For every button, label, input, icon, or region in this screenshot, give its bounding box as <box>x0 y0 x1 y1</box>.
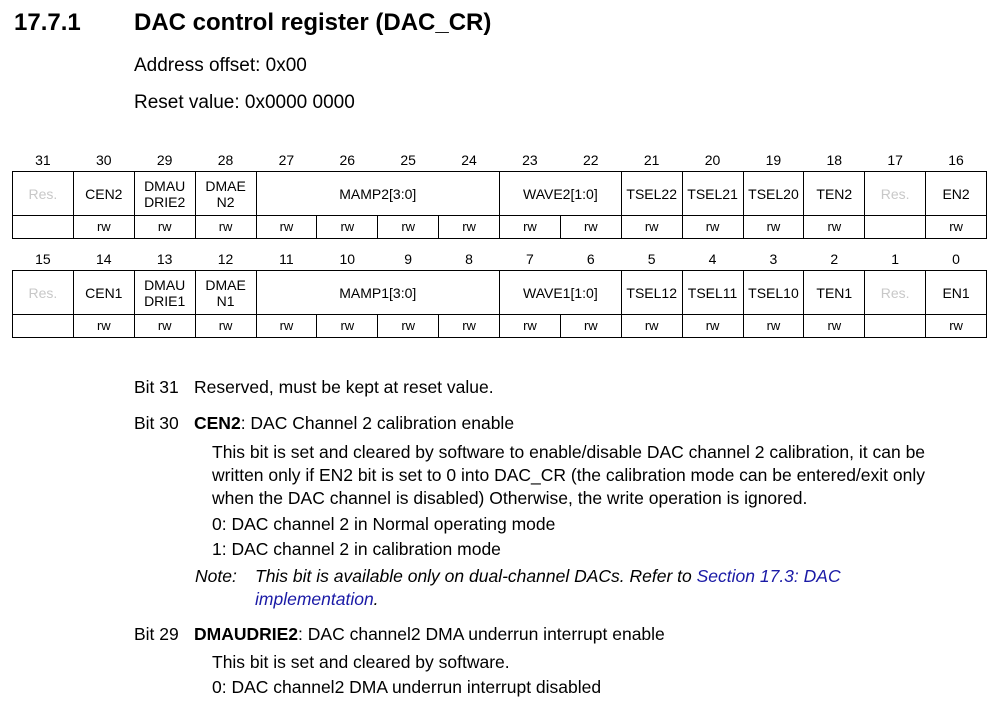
access-type <box>13 315 74 338</box>
register-field: CEN1 <box>73 271 134 315</box>
register-field: TEN1 <box>804 271 865 315</box>
bit30-desc-line: written only if EN2 bit is set to 0 into DAC_CR (the calibration mode can be entered/exit only <box>212 465 925 485</box>
reserved-field: Res. <box>13 172 74 216</box>
reserved-field: Res. <box>865 172 926 216</box>
bit-number: 17 <box>887 151 903 168</box>
access-type: rw <box>134 216 195 239</box>
bit29-desc-line: This bit is set and cleared by software. <box>212 652 510 672</box>
bit-number: 29 <box>156 151 173 168</box>
register-field: TSEL20 <box>743 172 804 216</box>
register-field: DMAE N2 <box>195 172 256 216</box>
access-type: rw <box>804 216 865 239</box>
register-field: MAMP1[3:0] <box>256 271 500 315</box>
register-field: EN1 <box>926 271 987 315</box>
access-type: rw <box>804 315 865 338</box>
bit30-value-1: 1: DAC channel 2 in calibration mode <box>212 539 501 559</box>
access-type: rw <box>378 216 439 239</box>
access-type: rw <box>621 315 682 338</box>
access-type: rw <box>926 216 987 239</box>
bit-number: 10 <box>339 250 356 267</box>
access-type: rw <box>743 315 804 338</box>
bit-number: 9 <box>404 250 413 267</box>
access-type: rw <box>743 216 804 239</box>
bit-number: 16 <box>948 151 964 168</box>
access-type: rw <box>682 315 743 338</box>
bit-number: 23 <box>522 151 538 168</box>
bit-number: 11 <box>279 250 294 267</box>
address-offset: Address offset: 0x00 <box>134 55 307 76</box>
bit30-field-name: CEN2 <box>194 413 241 433</box>
register-field: TSEL21 <box>682 172 743 216</box>
reserved-field: Res. <box>13 271 74 315</box>
register-field: CEN2 <box>73 172 134 216</box>
bit30-note-end: . <box>373 589 379 609</box>
access-type: rw <box>439 315 500 338</box>
register-field: TSEL12 <box>621 271 682 315</box>
access-type: rw <box>134 315 195 338</box>
bit-number: 15 <box>35 250 51 267</box>
access-type: rw <box>195 315 256 338</box>
bit30-desc-line: This bit is set and cleared by software to enable/disable DAC channel 2 calibration, it can be <box>212 442 926 462</box>
bit31-text: Reserved, must be kept at reset value. <box>194 377 494 397</box>
access-type: rw <box>317 315 378 338</box>
bit31-description <box>134 377 494 398</box>
bit-number: 25 <box>400 151 416 168</box>
register-field: TSEL22 <box>621 172 682 216</box>
bit29-field-name: DMAUDRIE2 <box>194 624 299 644</box>
register-field: TSEL11 <box>682 271 743 315</box>
access-type: rw <box>560 315 621 338</box>
bit-number: 8 <box>465 250 473 267</box>
bit-number: 6 <box>586 250 595 267</box>
section-17-3-link[interactable]: Section 17.3: DAC <box>696 566 841 586</box>
access-type <box>865 315 926 338</box>
section-number: 17.7.1 <box>14 9 81 36</box>
bit-number: 26 <box>339 151 356 168</box>
bit-number: 2 <box>830 250 839 267</box>
register-field: TSEL10 <box>743 271 804 315</box>
bit-number: 19 <box>765 151 782 168</box>
bit-number: 12 <box>217 250 234 267</box>
bit-number: 0 <box>952 250 960 267</box>
bit-number: 3 <box>769 250 778 267</box>
access-type: rw <box>439 216 500 239</box>
bit-number: 14 <box>96 250 112 267</box>
register-field: WAVE2[1:0] <box>500 172 622 216</box>
bit29-heading <box>134 624 665 645</box>
bit29-title: : DAC channel2 DMA underrun interrupt enable <box>298 624 665 644</box>
bit30-note-text: This bit is available only on dual-channel DACs. Refer to <box>255 566 697 586</box>
access-type: rw <box>500 315 561 338</box>
bit-number: 5 <box>647 250 656 267</box>
access-type: rw <box>195 216 256 239</box>
access-type: rw <box>500 216 561 239</box>
bit-number: 31 <box>35 151 51 168</box>
register-field: EN2 <box>926 172 987 216</box>
bit-number: 21 <box>643 151 660 168</box>
implementation-link[interactable]: implementation <box>255 589 374 609</box>
register-field: DMAU DRIE2 <box>134 172 195 216</box>
access-type: rw <box>560 216 621 239</box>
access-type: rw <box>926 315 987 338</box>
register-table-low <box>12 247 987 338</box>
bit-number: 28 <box>217 151 234 168</box>
register-field: MAMP2[3:0] <box>256 172 500 216</box>
access-type: rw <box>256 315 317 338</box>
bit29-value-0: 0: DAC channel2 DMA underrun interrupt disabled <box>212 677 602 697</box>
register-field: DMAU DRIE1 <box>134 271 195 315</box>
bit-number: 13 <box>156 250 173 267</box>
bit-number: 22 <box>583 151 599 168</box>
bit29-label: Bit 29 <box>134 624 179 644</box>
register-table-high <box>12 148 987 239</box>
bit-number: 27 <box>278 151 295 168</box>
bit30-note-label: Note: <box>195 566 237 586</box>
access-type: rw <box>317 216 378 239</box>
access-type <box>13 216 74 239</box>
access-type: rw <box>682 216 743 239</box>
bit30-note <box>255 566 841 587</box>
access-type: rw <box>73 216 134 239</box>
bit-number: 24 <box>461 151 477 168</box>
bit30-value-0: 0: DAC channel 2 in Normal operating mode <box>212 514 556 534</box>
access-type: rw <box>378 315 439 338</box>
bit-number: 20 <box>704 151 721 168</box>
bit-number: 1 <box>891 250 900 267</box>
bit-number: 7 <box>526 250 534 267</box>
access-type <box>865 216 926 239</box>
bit30-title: : DAC Channel 2 calibration enable <box>240 413 515 433</box>
access-type: rw <box>73 315 134 338</box>
bit-number: 30 <box>96 151 112 168</box>
bit30-label: Bit 30 <box>134 413 179 433</box>
access-type: rw <box>256 216 317 239</box>
bit30-desc-line: when the DAC channel is disabled) Otherwise, the write operation is ignored. <box>212 488 808 508</box>
bit31-label: Bit 31 <box>134 377 179 397</box>
register-field: TEN2 <box>804 172 865 216</box>
bit30-heading <box>134 413 514 434</box>
bit-number: 4 <box>708 250 717 267</box>
register-field: DMAE N1 <box>195 271 256 315</box>
reset-value: Reset value: 0x0000 0000 <box>134 92 355 113</box>
register-field: WAVE1[1:0] <box>500 271 622 315</box>
section-title: DAC control register (DAC_CR) <box>134 9 492 36</box>
access-type: rw <box>621 216 682 239</box>
bit30-note-cont <box>255 589 379 610</box>
bit-number: 18 <box>826 151 843 168</box>
reserved-field: Res. <box>865 271 926 315</box>
